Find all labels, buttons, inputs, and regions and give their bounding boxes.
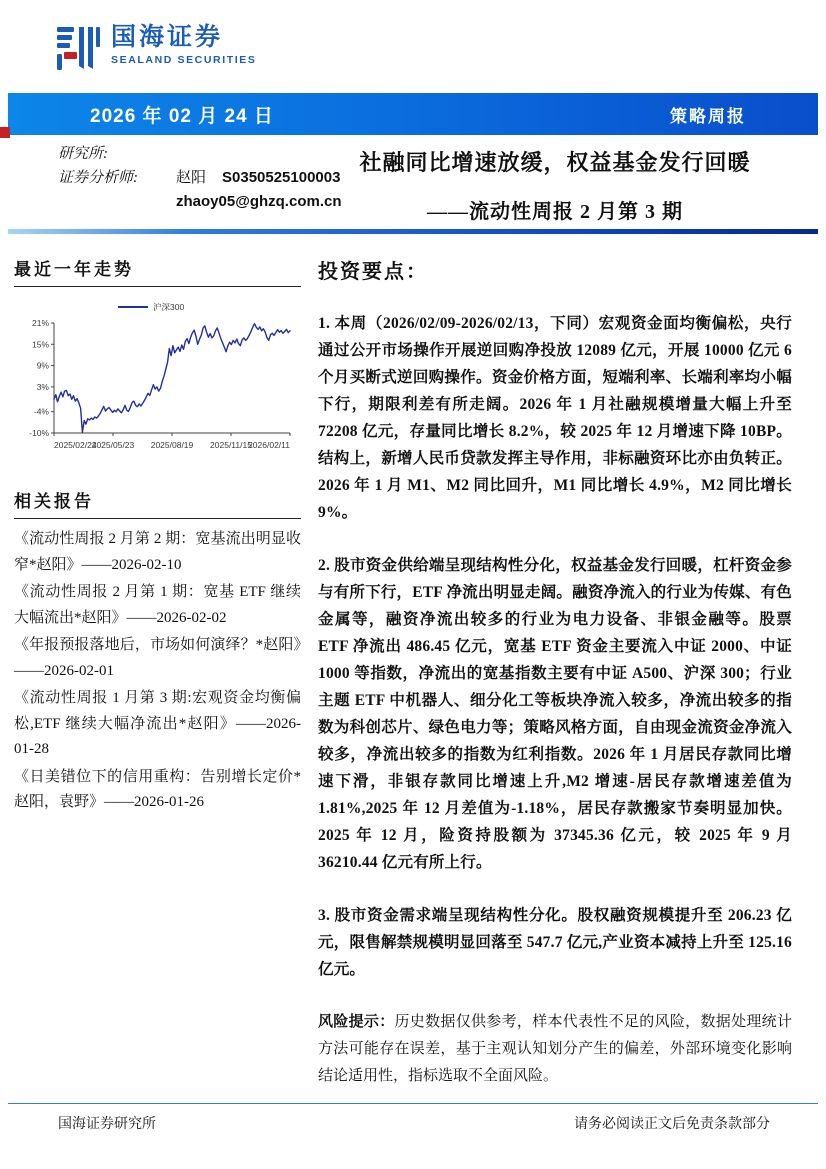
page-subtitle: ——流动性周报 2 月第 3 期 [427, 201, 683, 223]
brand-name-cn: 国海证券 [111, 23, 224, 51]
title-divider [8, 229, 818, 234]
report-item: 《流动性周报 2 月第 2 期：宽基流出明显收窄*赵阳》——2026-02-10 [14, 531, 301, 573]
x-tick-label: 2025/11/15 [210, 440, 252, 450]
risk-warning [318, 1009, 792, 1090]
sealand-logo-icon [55, 24, 101, 72]
footer-disclaimer: 请务必阅读正文后免责条款部分 [574, 1117, 770, 1132]
legend-label: 沪深300 [153, 302, 185, 312]
x-tick-label: 2025/02/24 [54, 440, 97, 450]
trend-heading: 最近一年走势 [14, 255, 301, 287]
footer-institute: 国海证券研究所 [58, 1117, 156, 1132]
y-tick-label: 3% [36, 381, 49, 392]
y-tick-label: 21% [31, 318, 49, 328]
analyst-label: 证券分析师: [58, 170, 138, 186]
x-tick-label: 2025/05/23 [91, 440, 135, 450]
title-block [318, 146, 792, 224]
report-date: 2026 年 02 月 24 日 [90, 105, 274, 127]
brand-name-en: SEALAND SECURITIES [111, 53, 257, 66]
report-item: 《日美错位下的信用重构：告别增长定价*赵阳，袁野》——2026-01-26 [14, 768, 301, 810]
page-title: 社融同比增速放缓，权益基金发行回暖 [359, 150, 751, 175]
report-item: 《年报预报落地后，市场如何演绎？*赵阳》——2026-02-01 [14, 637, 301, 679]
report-item: 《流动性周报 2 月第 1 期：宽基 ETF 继续大幅流出*赵阳》——2026-02-02 [14, 584, 301, 626]
sidebar [14, 255, 301, 818]
red-accent-mark [0, 127, 10, 138]
trend-chart [14, 297, 301, 465]
header-bar [8, 93, 818, 135]
y-tick-label: -4% [33, 406, 49, 417]
risk-label: 风险提示： [318, 1014, 395, 1030]
report-item: 《流动性周报 1 月第 3 期:宏观资金均衡偏松,ETF 继续大幅净流出*赵阳》——2026-01-28 [14, 690, 301, 757]
related-reports-list [14, 527, 301, 816]
x-tick-label: 2026/02/11 [248, 440, 290, 450]
key-point-paragraph: 2. 股市资金供给端呈现结构性分化，权益基金发行回暖，杠杆资金参与有所下行，ETF 净流出明显走阔。融资净流入的行业为传媒、有色金属等，融资净流出较多的行业为电力设备、非银金融等。股票 ETF 净流出 486.45 亿元，宽基 ETF 资金主要流入中证 2000、中证 1000 等指数，净流出的宽基指数主要有中证 A500、沪深 300；行业主题 ETF 中机器人、细分化工等板块净流入较多，净流出较多的指数为科创芯片、绿色电力等；策略风格方面，自由现金流资金净流入较多，净流出较多的指数为红利指数。2026 年 1 月居民存款同比增速下滑，非银存款同比增速上升,M2 增速-居民存款增速差值为 1.81%,2025 年 12 月差值为-1.18%，居民存款搬家节奏明显加快。2025 年 12 月，险资持股额为 37345.36 亿元，较 2025 年 9 月 36210.44 亿元有所上行。 [318, 557, 792, 871]
institute-label: 研究所: [58, 146, 108, 162]
x-tick-label: 2025/08/19 [150, 440, 194, 450]
y-tick-label: 9% [36, 360, 49, 371]
key-point-paragraph: 1. 本周（2026/02/09-2026/02/13，下同）宏观资金面均衡偏松，央行通过公开市场操作开展逆回购净投放 12089 亿元，开展 10000 亿元 6 个月买断式逆回购操作。资金价格方面，短端利率、长端利率均小幅下行，期限利差有所走阔。2026 年 1 月社融规模增量大幅上升至 72208 亿元，存量同比增长 8.2%，较 2025 年 12 月增速下降 10BP。结构上，新增人民币贷款发挥主导作用，非标融资环比亦由负转正。2026 年 1 月 M1、M2 同比回升，M1 同比增长 4.9%，M2 同比增长 9%。 [318, 315, 792, 521]
risk-text: 历史数据仅供参考，样本代表性不足的风险，数据处理统计方法可能存在误差，基于主观认知划分产生的偏差，外部环境变化影响结论适用性，指标选取不全面风险。 [318, 1014, 792, 1084]
page-footer [8, 1103, 818, 1133]
company-logo [55, 24, 256, 72]
key-points-heading: 投资要点： [318, 261, 428, 283]
y-tick-label: 15% [31, 339, 49, 350]
analyst-id: S0350525100003 [222, 169, 341, 186]
analyst-name: 赵阳 [176, 170, 207, 186]
chart-axes [51, 323, 290, 436]
analyst-meta [58, 142, 342, 214]
analyst-email: zhaoy05@ghzq.com.cn [176, 193, 342, 210]
reports-heading: 相关报告 [14, 487, 301, 519]
trend-line [54, 324, 290, 433]
main-content [318, 255, 792, 1090]
key-point-paragraph: 3. 股市资金需求端呈现结构性分化。股权融资规模提升至 206.23 亿元，限售解禁规模明显回落至 547.7 亿元,产业资本减持上升至 125.16 亿元。 [318, 907, 792, 978]
report-category-badge: 策略周报 [670, 106, 746, 126]
y-tick-label: -10% [29, 428, 49, 438]
